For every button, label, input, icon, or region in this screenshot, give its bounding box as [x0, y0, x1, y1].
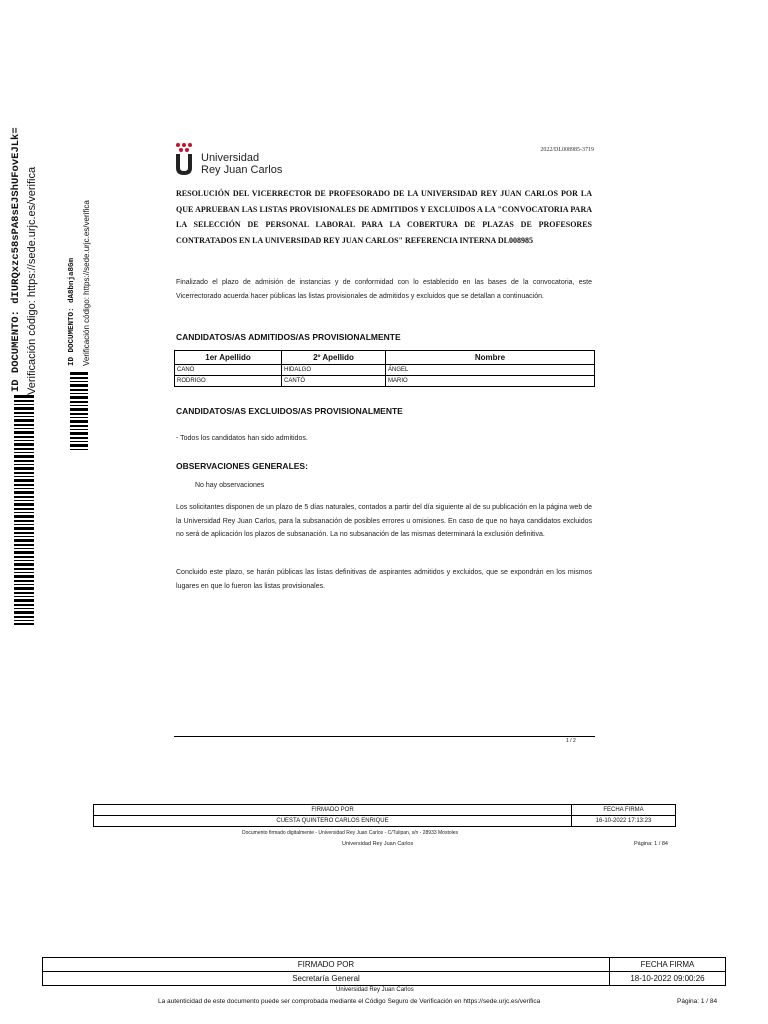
page-number: 1 / 2: [566, 738, 576, 744]
col-second-surname: 2º Apellido: [282, 351, 386, 365]
signed-by-label: FIRMADO POR: [94, 805, 572, 816]
inner-id-document: [68, 258, 76, 366]
inner-barcode: [70, 372, 88, 450]
cell-first-surname: RODRIGO: [175, 376, 282, 387]
observations-heading: OBSERVACIONES GENERALES:: [176, 461, 308, 471]
inner-barcode-graphic: [70, 372, 88, 450]
observations-text: No hay observaciones: [195, 482, 265, 489]
admitted-table: [174, 350, 595, 387]
resolution-title: RESOLUCIÓN DEL VICERRECTOR DE PROFESORADO DE LA UNIVERSIDAD REY JUAN CARLOS POR LA QUE APRUEBAN LAS LISTAS PROVISIONALES DE ADMITIDOS Y EXCLUIDOS A LA "CONVOCATORIA PARA LA SELECCIÓN DE PERSONAL LABORAL PARA LA COBERTURA DE PLAZAS DE PROFESORES CONTRATADOS EN LA UNIVERSIDAD REY JUAN CARLOS" REFERENCIA INTERNA DL008985: [176, 189, 592, 245]
digital-signature-note: Documento firmado digitalmente - Universidad Rey Juan Carlos - C/Tulipan, s/n - 28933 Mostoles: [242, 830, 459, 836]
col-first-surname: 1er Apellido: [175, 351, 282, 365]
date-label: FECHA FIRMA: [572, 805, 676, 816]
signature-table-1: [93, 804, 676, 827]
inner-id-label: ID DOCUMENTO:: [68, 307, 76, 366]
sig1-university: Universidad Rey Juan Carlos: [342, 841, 414, 847]
cell-second-surname: CANTÓ: [282, 376, 386, 387]
cell-first-surname: CANO: [175, 365, 282, 376]
signer-name: CUESTA QUINTERO CARLOS ENRIQUE: [94, 816, 572, 827]
inner-id-value: dA8bnja8Gm: [68, 257, 76, 303]
intro-paragraph: Finalizado el plazo de admisión de instancias y de conformidad con lo establecido en las bases de la convocatoria, este Vicerrectorado acuerda hacer públicas las listas provisionales de admitidos y excluidos que se detallan a continuación.: [176, 279, 592, 300]
sign-date-2: 18-10-2022 09:00:26: [610, 972, 726, 986]
cell-name: ÁNGEL: [386, 365, 595, 376]
university-logo-mark: [174, 142, 194, 176]
signed-by-label-2: FIRMADO POR: [43, 958, 610, 972]
footer-divider: [174, 736, 595, 737]
document-reference: 2022/DL008985-3719: [540, 147, 594, 153]
closing-paragraph: Concluido este plazo, se harán públicas las listas definitivas de aspirantes admitidos y excluidos, que se expondrán en los mismos lugares en que lo fueron las listas provisionales.: [176, 569, 592, 590]
date-label-2: FECHA FIRMA: [610, 958, 726, 972]
excluded-heading: CANDIDATOS/AS EXCLUIDOS/AS PROVISIONALMENTE: [176, 406, 403, 416]
table-row: [175, 365, 595, 376]
cell-second-surname: HIDALGO: [282, 365, 386, 376]
authenticity-note: La autenticidad de este documento puede ser comprobada mediante el Código Seguro de Verificación en https://sede.urjc.es/verifica: [158, 998, 541, 1005]
table-row: [175, 376, 595, 387]
excluded-item: - Todos los candidatos han sido admitidos.: [176, 435, 308, 442]
sign-date: 16-10-2022 17:13:23: [572, 816, 676, 827]
signature-table-2: [42, 957, 726, 986]
outer-id-value: dIURQxzc58sPA8sEJShUFovEJLk=: [10, 127, 22, 304]
sig2-page: Página: 1 / 84: [677, 998, 718, 1005]
logo-line2: Rey Juan Carlos: [201, 164, 283, 176]
col-name: Nombre: [386, 351, 595, 365]
logo-line1: Universidad: [201, 152, 260, 164]
deadline-paragraph: Los solicitantes disponen de un plazo de 5 días naturales, contados a partir del día siguiente al de su publicación en la página web de la Universidad Rey Juan Carlos, para la subsanación de posibles errores u omisiones. En caso de que no haya candidatos excluidos no será de aplicación los plazos de subsanación. La no subsanación de las mismas determinará la exclusión definitiva.: [176, 504, 592, 538]
barcode-graphic: [14, 395, 34, 625]
outer-id-label: ID DOCUMENTO:: [10, 310, 22, 392]
signer-name-2: Secretaría General: [43, 972, 610, 986]
inner-verify-text: Verificación código: https://sede.urjc.es/verifica: [82, 200, 91, 366]
sig1-page: Página: 1 / 84: [634, 841, 668, 847]
university-logo-text: [201, 152, 282, 176]
cell-name: MARIO: [386, 376, 595, 387]
outer-barcode: [14, 395, 34, 625]
outer-verify-text: Verificación código: https://sede.urjc.es/verifica: [26, 166, 38, 395]
outer-id-document: [10, 127, 22, 392]
admitted-heading: CANDIDATOS/AS ADMITIDOS/AS PROVISIONALMENTE: [176, 332, 401, 342]
sig2-university: Universidad Rey Juan Carlos: [336, 987, 414, 993]
